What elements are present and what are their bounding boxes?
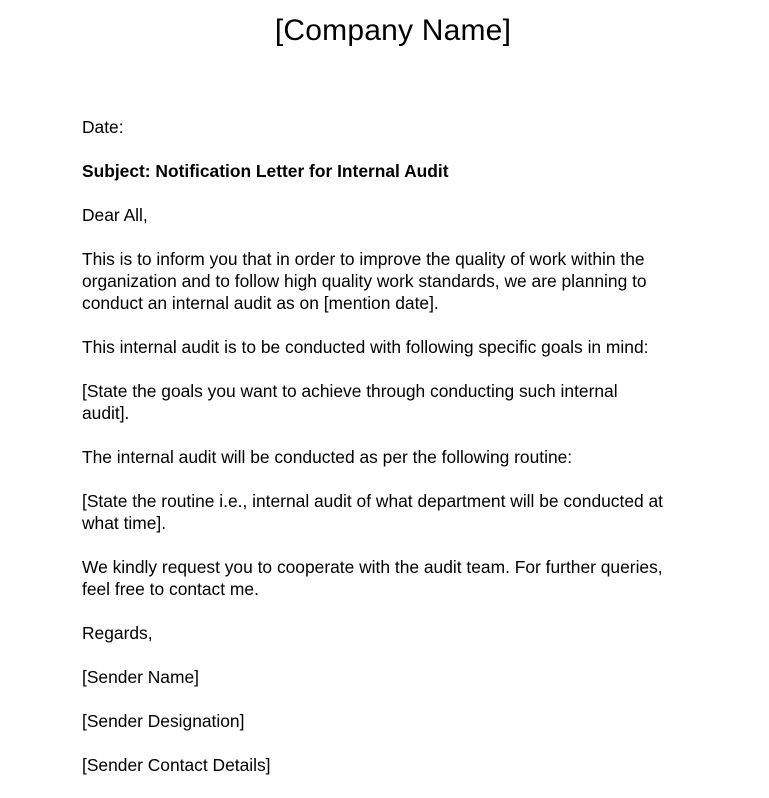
letter-body [82, 116, 722, 798]
intro-paragraph [82, 248, 722, 314]
goals-intro-paragraph: This internal audit is to be conducted with following specific goals in mind: [82, 337, 649, 357]
salutation: Dear All, [82, 205, 148, 225]
cooperation-line-1: We kindly request you to cooperate with the audit team. For further queries, [82, 557, 663, 577]
sender-contact-details: [Sender Contact Details] [82, 755, 271, 775]
goals-line-1: [State the goals you want to achieve through conducting such internal [82, 381, 618, 401]
intro-line-3: conduct an internal audit as on [mention date]. [82, 293, 439, 313]
subject-line: Subject: Notification Letter for Internal Audit [82, 161, 449, 181]
goals-placeholder-paragraph [82, 380, 722, 424]
goals-line-2: audit]. [82, 403, 130, 423]
routine-intro-paragraph: The internal audit will be conducted as per the following routine: [82, 447, 573, 467]
closing-line: Regards, [82, 623, 153, 643]
cooperation-paragraph [82, 556, 722, 600]
routine-placeholder-paragraph [82, 490, 722, 534]
sender-designation: [Sender Designation] [82, 711, 245, 731]
routine-line-2: what time]. [82, 513, 167, 533]
intro-line-2: organization and to follow high quality work standards, we are planning to [82, 271, 647, 291]
company-name-heading: [Company Name] [274, 14, 512, 47]
routine-line-1: [State the routine i.e., internal audit of what department will be conducted at [82, 491, 664, 511]
cooperation-line-2: feel free to contact me. [82, 579, 259, 599]
date-line: Date: [82, 117, 124, 137]
intro-line-1: This is to inform you that in order to improve the quality of work within the [82, 249, 645, 269]
sender-name: [Sender Name] [82, 667, 199, 687]
